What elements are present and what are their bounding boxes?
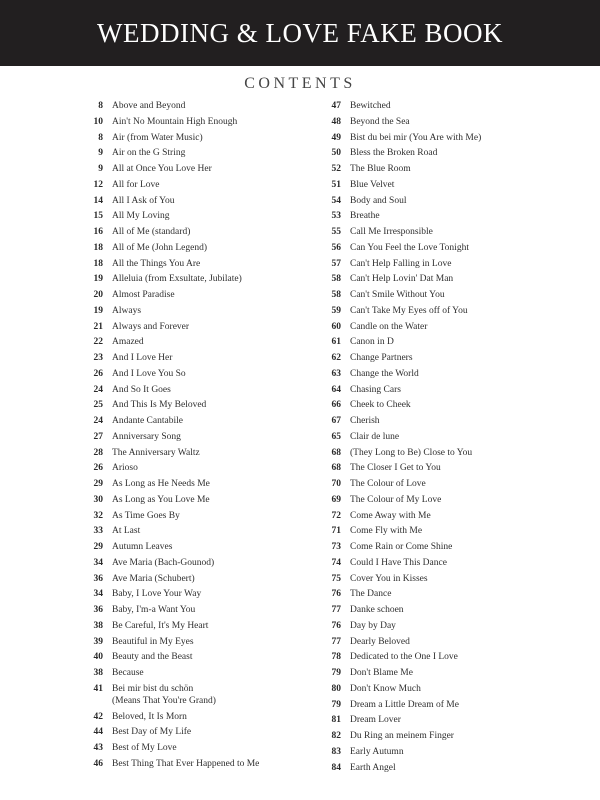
contents-entry: [310, 510, 590, 522]
song-title: (They Long to Be) Close to You: [350, 447, 473, 458]
song-title: Can You Feel the Love Tonight: [350, 242, 469, 253]
page-number: 52: [331, 164, 341, 174]
song-title: Come Away with Me: [350, 510, 431, 521]
page-number: 63: [331, 368, 341, 379]
page-number: 23: [93, 353, 103, 363]
page-number: 38: [93, 620, 103, 631]
song-title: Be Careful, It's My Heart: [112, 620, 209, 631]
contents-entry: [72, 368, 322, 380]
song-title: Dream a Little Dream of Me: [350, 699, 459, 710]
page-number: 41: [93, 683, 103, 694]
contents-entry: [310, 588, 590, 600]
contents-entry: [72, 510, 322, 522]
page-number: 57: [331, 258, 341, 269]
page-number: 12: [93, 179, 103, 190]
song-title: Beautiful in My Eyes: [112, 636, 194, 647]
contents-entry: [310, 116, 590, 128]
song-title: Breathe: [350, 211, 380, 222]
page-number: 30: [93, 494, 103, 505]
song-title: Ave Maria (Bach-Gounod): [112, 557, 215, 568]
contents-entry: [72, 604, 322, 616]
page-number: 53: [331, 211, 341, 222]
page-number: 36: [93, 573, 103, 584]
contents-entry: [310, 336, 590, 348]
contents-entry: [72, 525, 322, 537]
contents-entry: [72, 711, 322, 723]
song-title: Chasing Cars: [350, 384, 401, 395]
page-number: 69: [331, 494, 341, 505]
contents-entry: [310, 525, 590, 537]
page-number: 21: [93, 321, 103, 332]
contents-entry: [72, 573, 322, 585]
page-number: 8: [98, 132, 103, 143]
song-title: At Last: [112, 526, 141, 537]
song-title: Call Me Irresponsible: [350, 227, 433, 237]
song-title: Bei mir bist du schön (Means That You're Grand): [112, 683, 216, 706]
contents-entry: [310, 447, 590, 459]
contents-entry: [310, 399, 590, 411]
page-number: 26: [93, 368, 103, 379]
song-title: Alleluia (from Exsultate, Jubilate): [112, 274, 242, 285]
song-title: Bist du bei mir (You Are with Me): [350, 132, 482, 143]
song-title: Above and Beyond: [112, 101, 186, 111]
contents-entry: [310, 226, 590, 238]
page-number: 10: [93, 116, 103, 127]
song-title: All for Love: [112, 179, 160, 190]
song-title: Candle on the Water: [350, 321, 428, 332]
contents-entry: [72, 305, 322, 317]
page-number: 28: [93, 447, 103, 458]
song-title: Can't Help Falling in Love: [350, 258, 452, 269]
page-number: 36: [93, 605, 103, 615]
song-title: And I Love You So: [112, 368, 186, 379]
page-number: 43: [93, 743, 103, 753]
page-number: 24: [93, 384, 103, 395]
left-column: [72, 100, 322, 774]
contents-entry: [72, 478, 322, 490]
contents-entry: [310, 699, 590, 711]
song-title: The Colour of My Love: [350, 494, 442, 505]
contents-entry: [310, 620, 590, 632]
page-number: 76: [331, 620, 341, 631]
page-number: 84: [331, 762, 341, 773]
contents-entry: [72, 273, 322, 285]
contents-list: [0, 100, 600, 780]
contents-entry: [72, 588, 322, 600]
contents-entry: [72, 726, 322, 738]
page-number: 26: [93, 463, 103, 474]
song-title: Almost Paradise: [112, 290, 175, 300]
contents-entry: [310, 573, 590, 585]
page-number: 15: [93, 211, 103, 222]
page-number: 48: [331, 116, 341, 127]
page-number: 75: [331, 573, 341, 584]
song-title: Autumn Leaves: [112, 542, 173, 552]
contents-entry: [310, 762, 590, 774]
contents-entry: [72, 447, 322, 459]
contents-entry: [72, 667, 322, 679]
contents-entry: [72, 415, 322, 427]
contents-heading: CONTENTS: [244, 75, 356, 92]
page-number: 68: [331, 447, 341, 458]
song-title: Dedicated to the One I Love: [350, 652, 458, 663]
song-title: Beauty and the Beast: [112, 652, 193, 663]
contents-entry: [310, 431, 590, 443]
page-number: 14: [93, 195, 103, 206]
page-number: 73: [331, 542, 341, 552]
contents-entry: [72, 147, 322, 159]
song-title: Don't Blame Me: [350, 668, 413, 678]
song-title: Cheek to Cheek: [350, 400, 411, 411]
song-title: Bewitched: [350, 101, 391, 111]
song-title: And I Love Her: [112, 353, 173, 363]
contents-entry: [310, 242, 590, 254]
contents-entry: [310, 746, 590, 758]
page-number: 27: [93, 431, 103, 442]
song-title: Best of My Love: [112, 743, 177, 753]
song-title: Blue Velvet: [350, 179, 395, 190]
song-title: Baby, I Love Your Way: [112, 589, 202, 600]
song-title: Day by Day: [350, 620, 396, 631]
page-number: 70: [331, 479, 341, 489]
contents-entry: [310, 368, 590, 380]
page-number: 24: [93, 416, 103, 426]
contents-entry: [72, 384, 322, 396]
contents-entry: [72, 431, 322, 443]
song-title: Anniversary Song: [112, 431, 181, 442]
song-title: Ain't No Mountain High Enough: [112, 116, 238, 127]
contents-entry: [72, 399, 322, 411]
song-title: All of Me (standard): [112, 227, 191, 237]
contents-entry: [72, 242, 322, 254]
right-column: [310, 100, 590, 777]
contents-entry: [310, 179, 590, 191]
page-number: 78: [331, 652, 341, 663]
page-number: 46: [93, 758, 103, 769]
page-number: 47: [331, 101, 341, 111]
song-title: Can't Smile Without You: [350, 290, 445, 300]
page-number: 19: [93, 305, 103, 316]
song-title: Clair de lune: [350, 431, 400, 442]
song-title: Air on the G String: [112, 148, 186, 159]
contents-entry: [72, 179, 322, 191]
contents-entry: [310, 667, 590, 679]
contents-entry: [72, 321, 322, 333]
contents-entry: [72, 226, 322, 238]
page-number: 56: [331, 242, 341, 253]
page-number: 68: [331, 463, 341, 474]
contents-entry: [310, 651, 590, 663]
contents-entry: [310, 210, 590, 222]
page-number: 51: [331, 179, 341, 190]
page-number: 9: [98, 148, 103, 159]
contents-entry: [72, 758, 322, 770]
contents-entry: [72, 195, 322, 207]
page-number: 38: [93, 668, 103, 678]
header-banner: [0, 0, 600, 66]
song-title: Can't Take My Eyes off of You: [350, 305, 468, 316]
page-number: 32: [93, 510, 103, 521]
contents-entry: [310, 384, 590, 396]
page-number: 83: [331, 746, 341, 757]
page-number: 55: [331, 227, 341, 237]
page-number: 49: [331, 132, 341, 143]
song-title: Du Ring an meinem Finger: [350, 731, 454, 741]
page-number: 34: [93, 589, 103, 600]
page-number: 62: [331, 353, 341, 363]
contents-entry: [72, 494, 322, 506]
song-title: The Blue Room: [350, 164, 411, 174]
page-number: 80: [331, 683, 341, 694]
song-title: All the Things You Are: [112, 258, 201, 269]
page-number: 79: [331, 699, 341, 710]
book-title: WEDDING & LOVE FAKE BOOK: [97, 17, 503, 48]
contents-entry: [72, 289, 322, 301]
song-title: Early Autumn: [350, 746, 404, 757]
page-number: 58: [331, 290, 341, 300]
song-title: Dearly Beloved: [350, 636, 410, 647]
contents-entry: [310, 494, 590, 506]
song-title: Because: [112, 668, 144, 678]
page-number: 72: [331, 510, 341, 521]
page-number: 65: [331, 431, 341, 442]
contents-entry: [310, 258, 590, 270]
page-number: 18: [93, 242, 103, 253]
contents-entry: [72, 336, 322, 348]
contents-entry: [72, 132, 322, 144]
song-title: Change Partners: [350, 353, 413, 363]
contents-entry: [310, 195, 590, 207]
song-title: Canon in D: [350, 337, 394, 348]
page-number: 25: [93, 400, 103, 411]
contents-entry: [310, 557, 590, 569]
song-title: And This Is My Beloved: [112, 400, 207, 411]
page-number: 81: [331, 715, 341, 726]
contents-entry: [72, 352, 322, 364]
contents-entry: [310, 100, 590, 112]
page-number: 29: [93, 542, 103, 552]
contents-entry: [72, 541, 322, 553]
page-number: 64: [331, 384, 341, 395]
song-title: Amazed: [112, 337, 144, 348]
song-title: Air (from Water Music): [112, 132, 203, 143]
song-title: As Long as You Love Me: [112, 494, 210, 505]
song-title: The Dance: [350, 589, 392, 600]
contents-entry: [310, 147, 590, 159]
contents-entry: [310, 321, 590, 333]
contents-entry: [310, 163, 590, 175]
page-number: 34: [93, 557, 103, 568]
page-number: 54: [331, 195, 341, 206]
contents-entry: [72, 210, 322, 222]
page-number: 50: [331, 148, 341, 159]
page-number: 18: [93, 258, 103, 269]
song-title: As Long as He Needs Me: [112, 479, 210, 489]
song-title: The Colour of Love: [350, 479, 426, 489]
contents-entry: [72, 651, 322, 663]
song-title: Best Thing That Ever Happened to Me: [112, 758, 260, 769]
contents-entry: [310, 273, 590, 285]
page-number: 77: [331, 605, 341, 615]
contents-entry: [310, 132, 590, 144]
song-title: The Closer I Get to You: [350, 463, 441, 474]
page-number: 44: [93, 727, 103, 738]
contents-entry: [310, 714, 590, 726]
song-title: All at Once You Love Her: [112, 164, 212, 174]
contents-entry: [72, 620, 322, 632]
contents-entry: [310, 289, 590, 301]
page-number: 40: [93, 652, 103, 663]
song-title: Come Fly with Me: [350, 526, 423, 537]
contents-entry: [72, 742, 322, 754]
contents-entry: [310, 478, 590, 490]
contents-entry: [72, 462, 322, 474]
contents-entry: [310, 415, 590, 427]
song-title: Baby, I'm-a Want You: [112, 605, 196, 615]
contents-entry: [72, 163, 322, 175]
song-title: Arioso: [112, 463, 138, 474]
page-number: 82: [331, 731, 341, 741]
song-title: Dream Lover: [350, 715, 401, 726]
contents-entry: [310, 352, 590, 364]
page-number: 22: [93, 337, 103, 348]
song-title: Beloved, It Is Morn: [112, 711, 187, 722]
song-title: Andante Cantabile: [112, 416, 183, 426]
song-title: Cover You in Kisses: [350, 573, 428, 584]
page-number: 61: [331, 337, 341, 348]
song-title: All of Me (John Legend): [112, 242, 207, 253]
contents-entry: [310, 462, 590, 474]
page-number: 74: [331, 557, 341, 568]
song-title: Bless the Broken Road: [350, 148, 438, 159]
song-title: And So It Goes: [112, 384, 171, 395]
song-title: Don't Know Much: [350, 683, 421, 694]
song-title: Always and Forever: [112, 321, 190, 332]
contents-entry: [72, 683, 322, 707]
page-number: 9: [98, 164, 103, 174]
song-title: Come Rain or Come Shine: [350, 542, 453, 552]
page-number: 8: [98, 101, 103, 111]
contents-entry: [310, 541, 590, 553]
page-number: 59: [331, 305, 341, 316]
page-number: 39: [93, 636, 103, 647]
song-title: Always: [112, 305, 142, 316]
song-title: The Anniversary Waltz: [112, 447, 200, 458]
page-number: 67: [331, 416, 341, 426]
contents-entry: [310, 305, 590, 317]
page-number: 71: [331, 526, 341, 537]
contents-entry: [72, 557, 322, 569]
page-number: 58: [331, 274, 341, 285]
page-number: 77: [331, 636, 341, 647]
page-number: 60: [331, 321, 341, 332]
contents-entry: [72, 100, 322, 112]
page-number: 66: [331, 400, 341, 411]
contents-entry: [72, 116, 322, 128]
song-title: Ave Maria (Schubert): [112, 573, 195, 584]
song-title: Beyond the Sea: [350, 116, 410, 127]
song-title: Body and Soul: [350, 195, 407, 206]
page-number: 79: [331, 668, 341, 678]
song-title: As Time Goes By: [112, 510, 180, 521]
page-number: 29: [93, 479, 103, 489]
song-title: Earth Angel: [350, 762, 396, 773]
song-title: Best Day of My Life: [112, 727, 192, 738]
contents-entry: [310, 636, 590, 648]
page-number: 76: [331, 589, 341, 600]
page-number: 16: [93, 227, 103, 237]
contents-entry: [310, 730, 590, 742]
contents-entry: [310, 604, 590, 616]
page-number: 19: [93, 274, 103, 285]
page-number: 33: [93, 526, 103, 537]
page-number: 20: [93, 290, 103, 300]
contents-entry: [72, 258, 322, 270]
contents-entry: [72, 636, 322, 648]
song-title: Can't Help Lovin' Dat Man: [350, 274, 454, 285]
song-title: Could I Have This Dance: [350, 557, 447, 568]
song-title: Danke schoen: [350, 605, 404, 615]
page-number: 42: [93, 711, 103, 722]
song-title: Cherish: [350, 416, 380, 426]
song-title: Change the World: [350, 368, 419, 379]
song-title: All My Loving: [112, 211, 170, 222]
song-title: All I Ask of You: [112, 195, 175, 206]
contents-entry: [310, 683, 590, 695]
